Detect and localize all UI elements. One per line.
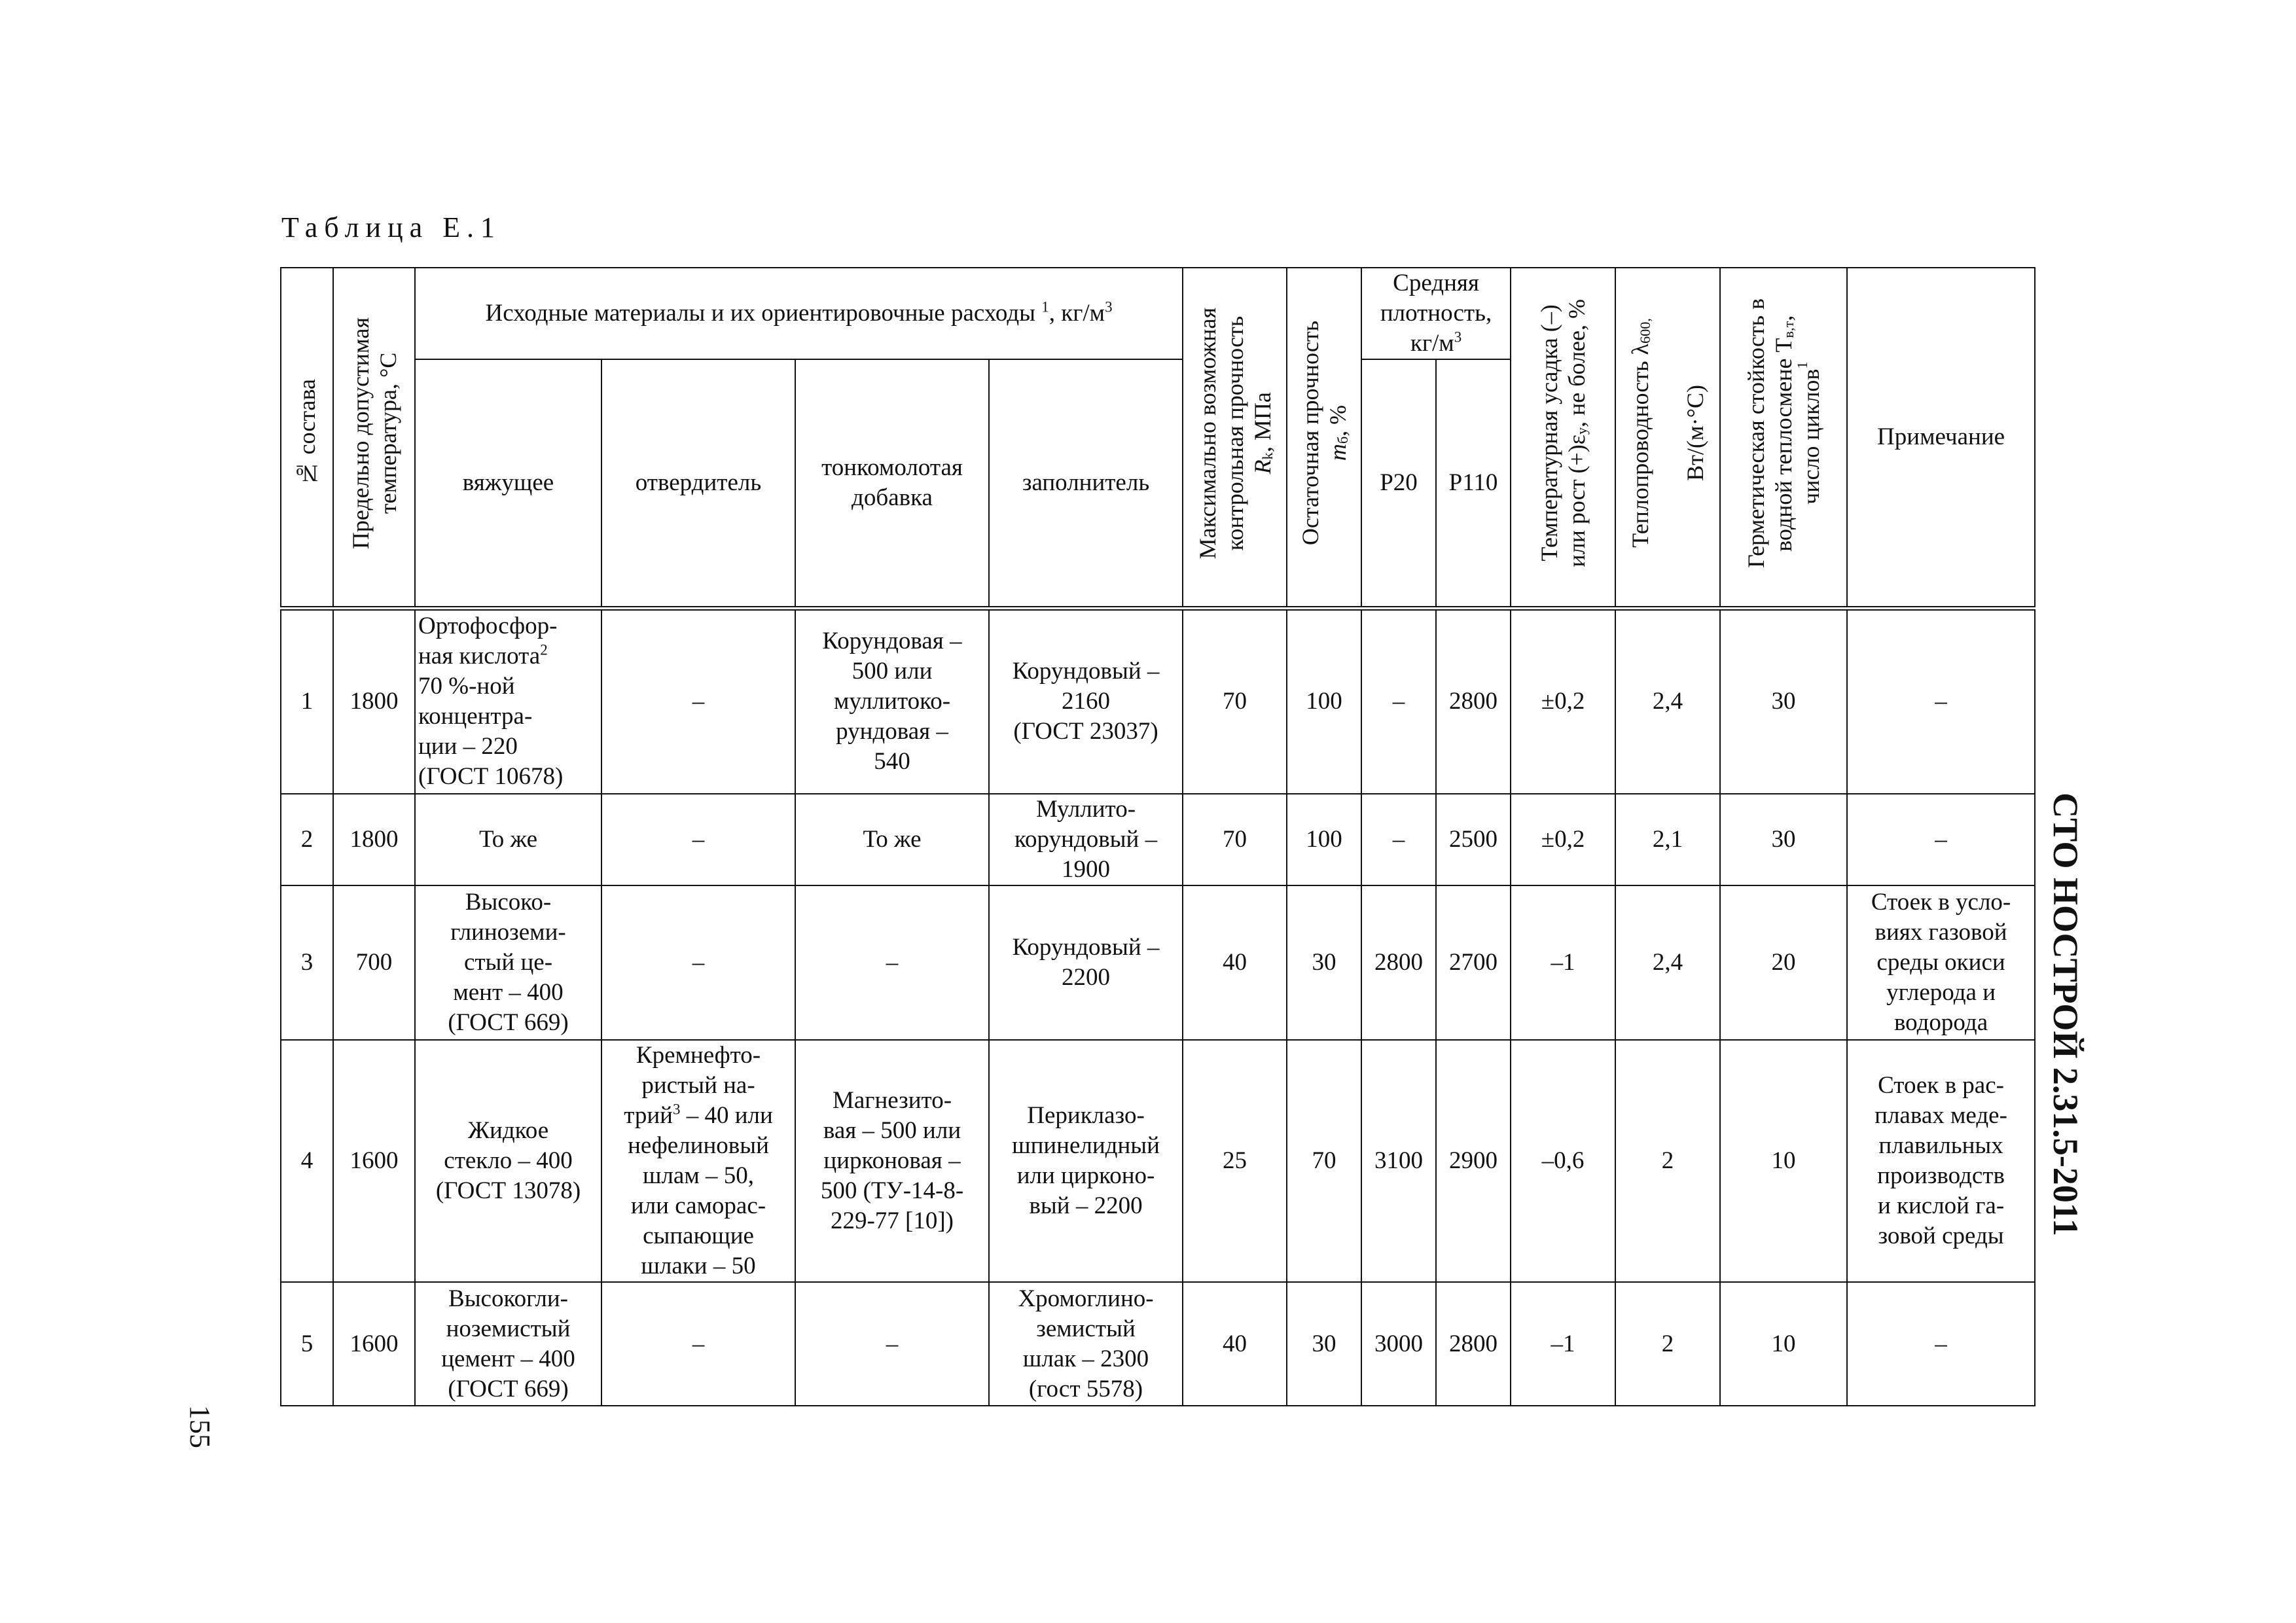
materials-table: [280, 267, 2036, 1406]
cell-shrinkage: –1: [1511, 885, 1615, 1040]
cell-binder: То же: [415, 794, 601, 885]
cell-hermetic: 10: [1720, 1282, 1847, 1406]
cell-number: 3: [281, 885, 333, 1040]
cell-hermetic: 20: [1720, 885, 1847, 1040]
cell-strength: 40: [1183, 1282, 1287, 1406]
header-max-temperature: Предельно допустимая температура, °С: [333, 268, 415, 608]
cell-note: –: [1847, 1282, 2035, 1406]
cell-additive: –: [795, 885, 989, 1040]
cell-filler: Корундовый – 2160 (ГОСТ 23037): [989, 608, 1183, 794]
cell-note: –: [1847, 608, 2035, 794]
cell-residual: 100: [1287, 794, 1361, 885]
cell-note: Стоек в рас- плавах меде- плавильных производств и кислой га- зовой среды: [1847, 1040, 2035, 1282]
header-note: Примечание: [1847, 268, 2035, 608]
cell-strength: 70: [1183, 794, 1287, 885]
cell-p20: 3000: [1361, 1282, 1436, 1406]
page-number: 155: [184, 1405, 216, 1448]
cell-p110: 2900: [1436, 1040, 1511, 1282]
cell-note: –: [1847, 794, 2035, 885]
cell-residual: 70: [1287, 1040, 1361, 1282]
cell-hardener: –: [601, 1282, 795, 1406]
cell-filler: Периклазо- шпинелидный или цирконо- вый – 2200: [989, 1040, 1183, 1282]
header-row: [281, 268, 2035, 359]
table-row: [281, 794, 2035, 885]
header-thermal-shrinkage: Температурная усадка (–) или рост $(+)\varepsilon_у$, не более, %: [1511, 268, 1615, 608]
cell-strength: 70: [1183, 608, 1287, 794]
header-hermetic-resistance: Герметическая стойкость в водной теплосмене $T_{в,т}$, число циклов$^1$: [1720, 268, 1847, 608]
cell-number: 4: [281, 1040, 333, 1282]
cell-binder: Ортофосфор- ная кислота$^2$ 70 %-ной концентра- ции – 220 (ГОСТ 10678): [415, 608, 601, 794]
cell-shrinkage: ±0,2: [1511, 608, 1615, 794]
cell-shrinkage: –0,6: [1511, 1040, 1615, 1282]
header-materials: Исходные материалы и их ориентировочные расходы $^1$, $кг/м^3$: [415, 268, 1183, 359]
header-density-p110: Р110: [1436, 359, 1511, 608]
header-composition-number: № состава: [281, 268, 333, 608]
table-caption: Таблица Е.1: [281, 211, 502, 243]
cell-p20: –: [1361, 794, 1436, 885]
cell-p20: –: [1361, 608, 1436, 794]
cell-number: 1: [281, 608, 333, 794]
cell-shrinkage: ±0,2: [1511, 794, 1615, 885]
cell-temperature: 1800: [333, 794, 415, 885]
cell-additive: –: [795, 1282, 989, 1406]
cell-hardener: –: [601, 885, 795, 1040]
cell-additive: Магнезито- вая – 500 или цирконовая – 500 (ТУ-14-8- 229-77 [10]): [795, 1040, 989, 1282]
cell-conductivity: 2,1: [1615, 794, 1720, 885]
cell-p20: 3100: [1361, 1040, 1436, 1282]
cell-conductivity: 2,4: [1615, 608, 1720, 794]
table-row: [281, 1282, 2035, 1406]
cell-p110: 2800: [1436, 608, 1511, 794]
cell-p110: 2800: [1436, 1282, 1511, 1406]
header-filler: заполнитель: [989, 359, 1183, 608]
cell-residual: 100: [1287, 608, 1361, 794]
cell-conductivity: 2: [1615, 1282, 1720, 1406]
cell-conductivity: 2,4: [1615, 885, 1720, 1040]
cell-residual: 30: [1287, 1282, 1361, 1406]
cell-filler: Муллито- корундовый – 1900: [989, 794, 1183, 885]
cell-temperature: 700: [333, 885, 415, 1040]
header-additive: тонкомолотая добавка: [795, 359, 989, 608]
cell-binder: Высоко- глиноземи- стый це- мент – 400 (ГОСТ 669): [415, 885, 601, 1040]
cell-hermetic: 10: [1720, 1040, 1847, 1282]
cell-note: Стоек в усло- виях газовой среды окиси углерода и водорода: [1847, 885, 2035, 1040]
cell-number: 5: [281, 1282, 333, 1406]
document-code: СТО НОСТРОЙ 2.31.5-2011: [2046, 793, 2085, 1236]
header-residual-strength: Остаточная прочность $m_б$, %: [1287, 268, 1361, 608]
cell-temperature: 1800: [333, 608, 415, 794]
cell-temperature: 1600: [333, 1040, 415, 1282]
cell-p20: 2800: [1361, 885, 1436, 1040]
cell-hardener: Кремнефто- ристый на- трий$^3$ – 40 или нефелиновый шлам – 50, или саморас- сыпающие шлаки – 50: [601, 1040, 795, 1282]
cell-binder: Высокогли- ноземистый цемент – 400 (ГОСТ 669): [415, 1282, 601, 1406]
header-density-p20: Р20: [1361, 359, 1436, 608]
table-row: [281, 1040, 2035, 1282]
cell-filler: Хромоглино- земистый шлак – 2300 (гост 5578): [989, 1282, 1183, 1406]
cell-p110: 2500: [1436, 794, 1511, 885]
cell-additive: То же: [795, 794, 989, 885]
cell-strength: 25: [1183, 1040, 1287, 1282]
table-row: [281, 608, 2035, 794]
table-row: [281, 885, 2035, 1040]
cell-residual: 30: [1287, 885, 1361, 1040]
header-max-strength: Максимально возможная контрольная прочность $R_k$, МПа: [1183, 268, 1287, 608]
cell-filler: Корундовый – 2200: [989, 885, 1183, 1040]
cell-conductivity: 2: [1615, 1040, 1720, 1282]
header-average-density: Средняя плотность, $кг/м^3$: [1361, 268, 1511, 359]
header-binder: вяжущее: [415, 359, 601, 608]
cell-additive: Корундовая – 500 или муллитоко- рундовая – 540: [795, 608, 989, 794]
cell-shrinkage: –1: [1511, 1282, 1615, 1406]
cell-number: 2: [281, 794, 333, 885]
cell-hardener: –: [601, 608, 795, 794]
cell-hermetic: 30: [1720, 608, 1847, 794]
header-thermal-conductivity: Теплопроводность $\lambda_{600,}$ Вт/(м·°С): [1615, 268, 1720, 608]
header-hardener: отвердитель: [601, 359, 795, 608]
cell-binder: Жидкое стекло – 400 (ГОСТ 13078): [415, 1040, 601, 1282]
cell-hardener: –: [601, 794, 795, 885]
cell-hermetic: 30: [1720, 794, 1847, 885]
cell-p110: 2700: [1436, 885, 1511, 1040]
cell-strength: 40: [1183, 885, 1287, 1040]
cell-temperature: 1600: [333, 1282, 415, 1406]
